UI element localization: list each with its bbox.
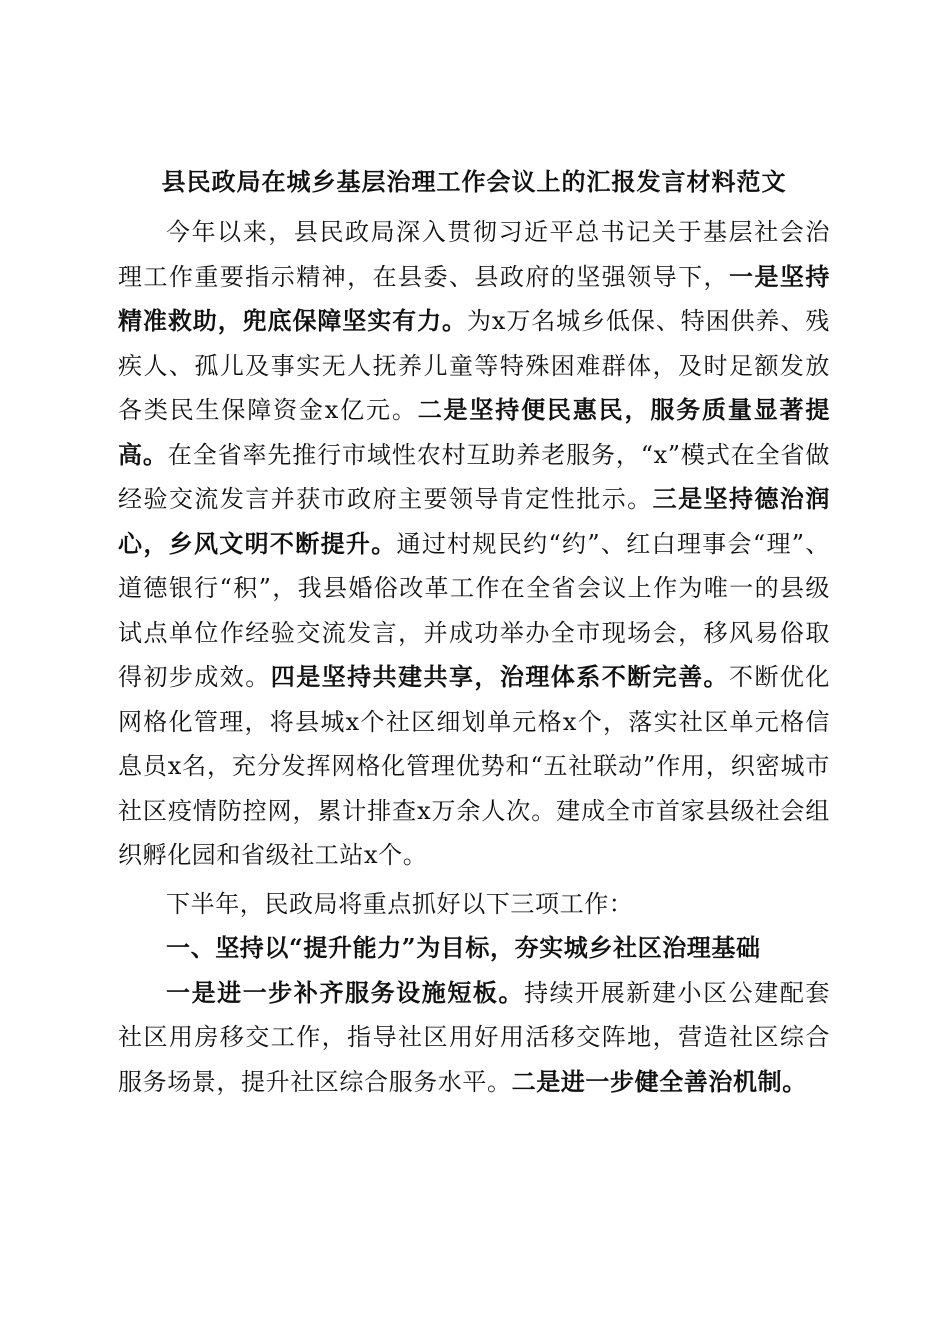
section-1-text-1: 持续开展新建小区公建配套社区用房移交工作，指导社区用好用活移交阵地，营造社区综合服务场景，提升社区综合服务水平。 [118, 978, 830, 1096]
intro-paragraph [118, 210, 830, 878]
intro-text-4: 通过村规民约“约”、红白理事会“理”、道德银行“积”，我县婚俗改革工作在全省会议上作为唯一的县级试点单位作经验交流发言，并成功举办全市现场会，移风易俗取得初步成效。 [118, 529, 830, 691]
intro-text-1: 今年以来，县民政局深入贯彻习近平总书记关于基层社会治理工作重要指示精神，在县委、县政府的坚强领导下， [118, 218, 830, 291]
document-title: 县民政局在城乡基层治理工作会议上的汇报发言材料范文 [161, 167, 787, 196]
intro-point-3: 三是坚持德治润心，乡风文明不断提升。 [118, 484, 830, 558]
plan-intro-paragraph: 下半年，民政局将重点抓好以下三项工作： [166, 889, 634, 918]
section-1-point-1: 一是进一步补齐服务设施短板。 [166, 977, 525, 1007]
intro-point-1: 一是坚持精准救助，兜底保障坚实有力。 [118, 261, 830, 335]
intro-text-2: 为x万名城乡低保、特困供养、残疾人、孤儿及事实无人抚养儿童等特殊困难群体，及时足额发放各类民生保障资金x亿元。 [118, 307, 830, 424]
intro-text-3: 在全省率先推行市域性农村互助养老服务，“x”模式在全省做经验交流发言并获市政府主要领导肯定性批示。 [118, 440, 831, 513]
intro-point-4: 四是坚持共建共享，治理体系不断完善。 [270, 662, 729, 691]
section-1-point-2: 二是进一步健全善治机制。 [511, 1066, 807, 1096]
section-1-paragraph [118, 971, 830, 1105]
intro-text-5: 不断优化网格化管理，将县城x个社区细划单元格x个，落实社区单元格信息员x名，充分发挥网格化管理优势和“五社联动”作用，织密城市社区疫情防控网，累计排查x万余人次。建成全市首家县级社会组织孵化园和省级社工站x个。 [118, 663, 830, 869]
intro-point-2: 二是坚持便民惠民，服务质量显著提高。 [118, 395, 830, 469]
section-1-heading: 一、坚持以“提升能力”为目标，夯实城乡社区治理基础 [166, 933, 761, 962]
document-page [118, 160, 830, 1104]
